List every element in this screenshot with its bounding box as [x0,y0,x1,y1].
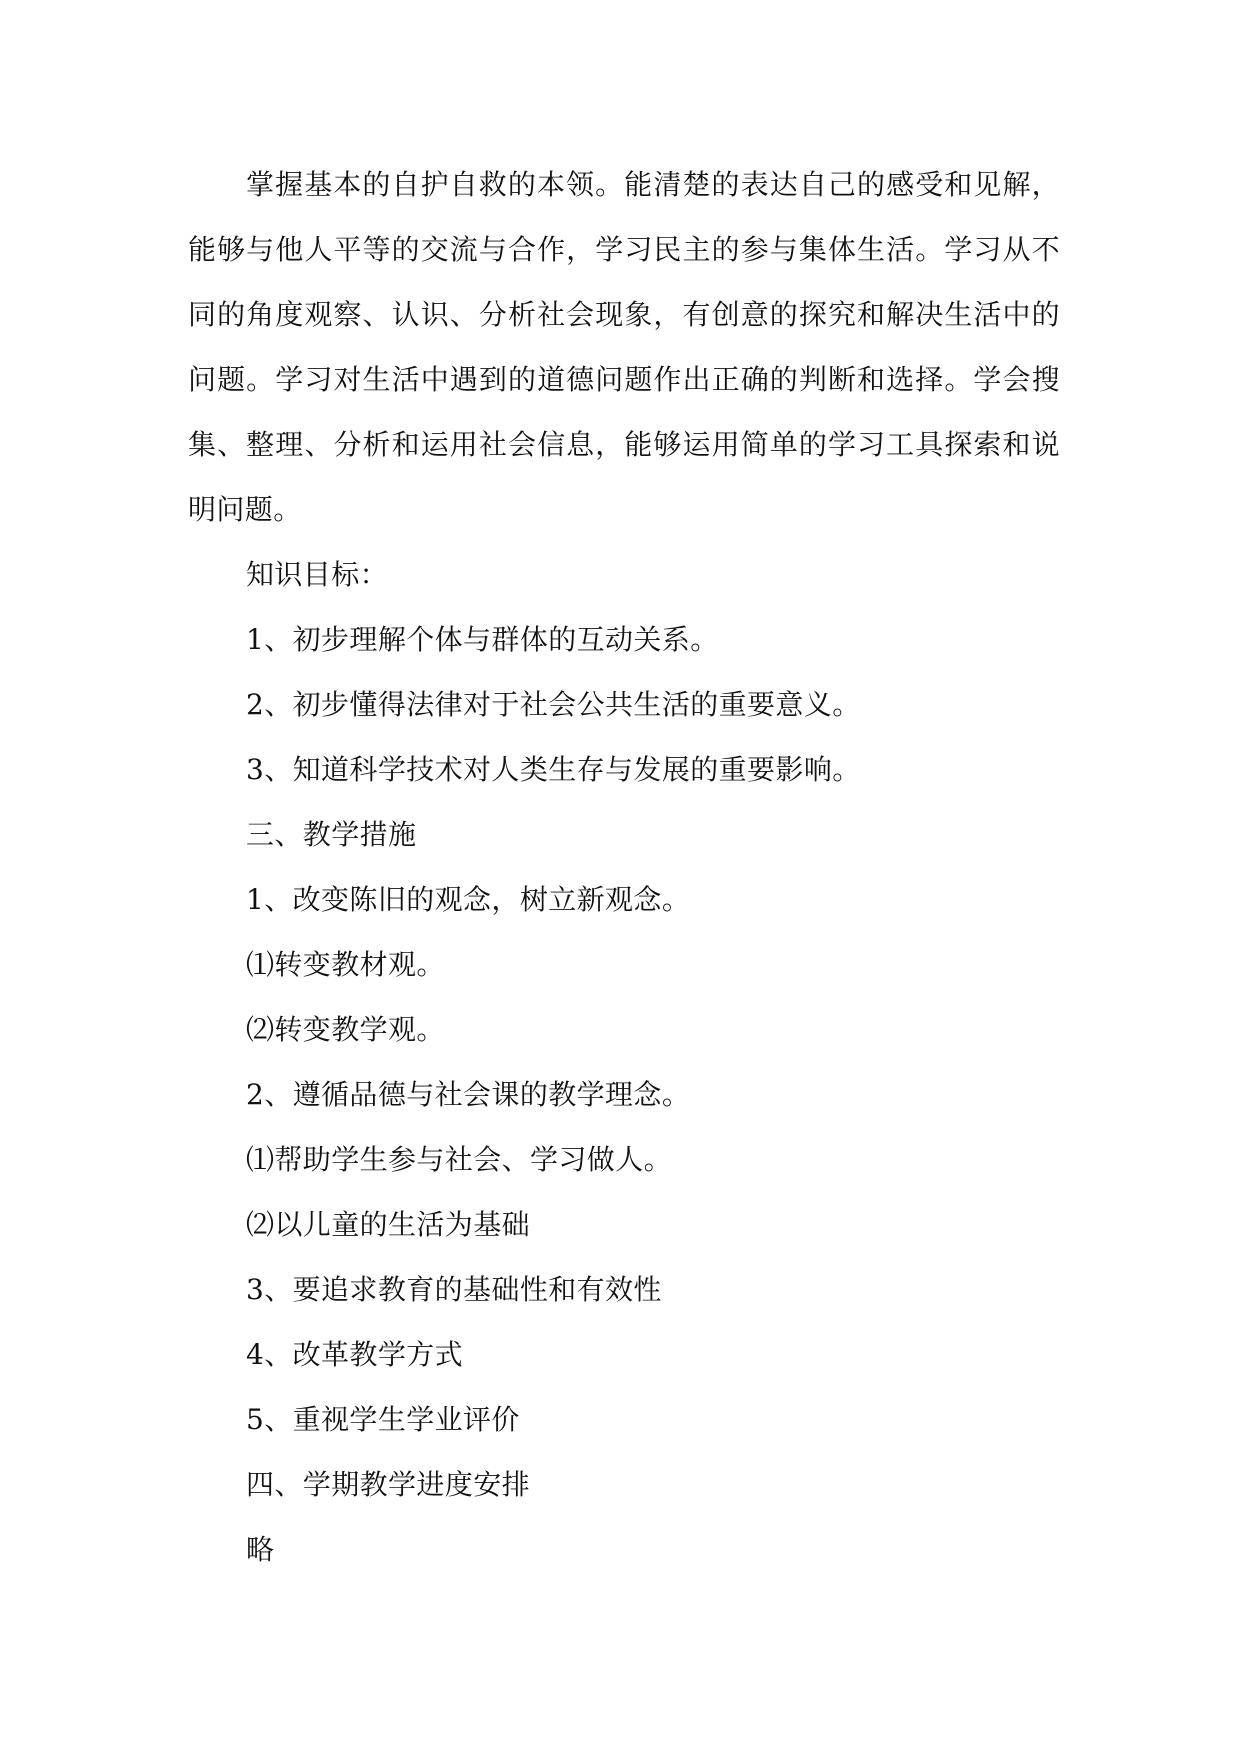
intro-paragraph: 掌握基本的自护自救的本领。能清楚的表达自己的感受和见解，能够与他人平等的交流与合作，学习民主的参与集体生活。学习从不同的角度观察、认识、分析社会现象，有创意的探究和解决生活中的问题。学习对生活中遇到的道德问题作出正确的判断和选择。学会搜集、整理、分析和运用社会信息，能够运用简单的学习工具探索和说明问题。 [188,168,1060,526]
measure-1-sub-1: ⑴转变教材观。 [246,948,445,981]
heading-teaching-measures: 三、教学措施 [246,818,417,851]
measure-3: 3、要追求教育的基础性和有效性 [246,1273,662,1306]
measure-1: 1、改变陈旧的观念，树立新观念。 [246,883,691,916]
knowledge-goal-1: 1、初步理解个体与群体的互动关系。 [246,623,719,656]
measure-5: 5、重视学生学业评价 [246,1403,520,1436]
measure-1-sub-2: ⑵转变教学观。 [246,1013,445,1046]
heading-knowledge-goals: 知识目标： [246,558,389,591]
measure-4: 4、改革教学方式 [246,1338,464,1371]
knowledge-goal-3: 3、知道科学技术对人类生存与发展的重要影响。 [246,753,861,786]
measure-2-sub-1: ⑴帮助学生参与社会、学习做人。 [246,1143,673,1176]
knowledge-goal-2: 2、初步懂得法律对于社会公共生活的重要意义。 [246,688,861,721]
measure-2-sub-2: ⑵以儿童的生活为基础 [246,1208,531,1241]
measure-2: 2、遵循品德与社会课的教学理念。 [246,1078,691,1111]
schedule-omitted: 略 [246,1533,275,1566]
document-body [188,152,1060,1582]
heading-schedule: 四、学期教学进度安排 [246,1468,531,1501]
